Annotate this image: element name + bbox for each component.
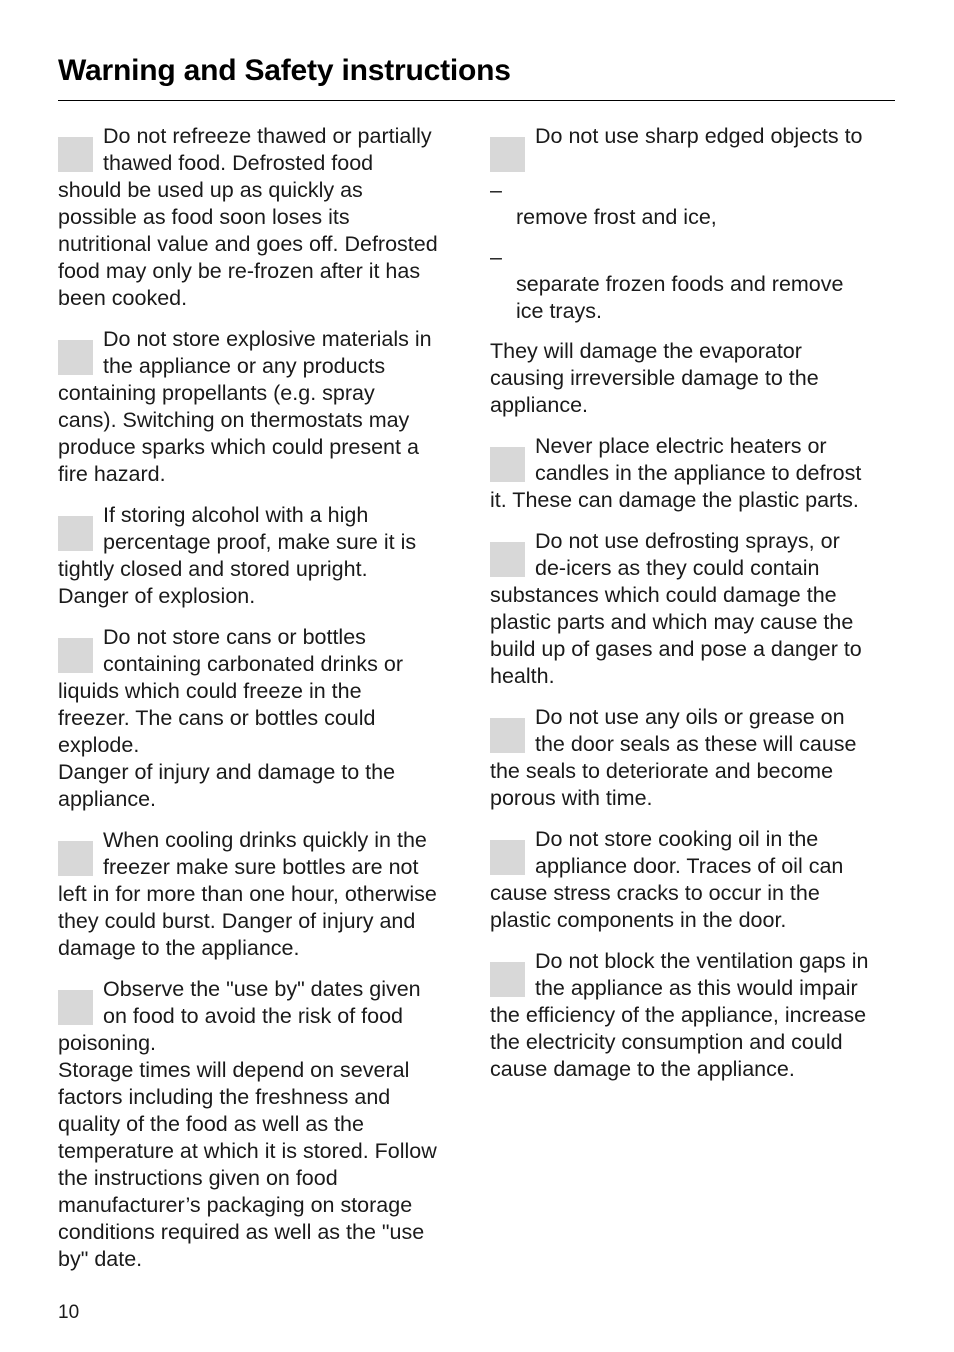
warning-box-icon <box>490 137 525 172</box>
right-column <box>490 123 900 1097</box>
warning-text: Do not use defrosting sprays, or de-icers as they could contain substances which could damage the plastic parts and which may cause the build up of gases and pose a danger to health. <box>490 529 862 688</box>
page-title: Warning and Safety instructions <box>58 54 511 87</box>
dash-item-text: remove frost and ice, <box>516 205 717 229</box>
warning-text: Do not store cooking oil in the appliance door. Traces of oil can cause stress cracks to occur in the plastic components in the door. <box>490 827 844 932</box>
dash-marker: – <box>490 178 502 202</box>
warning-text: If storing alcohol with a high percentage proof, make sure it is tightly closed and stored upright. Danger of explosion. <box>58 503 417 608</box>
warning-box-icon <box>490 447 525 482</box>
warning-item-cooking-oil <box>490 826 900 934</box>
page-number: 10 <box>58 1302 80 1323</box>
warning-box-icon <box>490 542 525 577</box>
warning-box-icon <box>58 516 93 551</box>
left-column <box>58 123 468 1287</box>
warning-item-use-by <box>58 976 468 1273</box>
warning-box-icon <box>490 962 525 997</box>
warning-box-icon <box>490 840 525 875</box>
warning-text: Do not store cans or bottles containing carbonated drinks or liquids which could freeze in the freezer. The cans or bottles could explode. <box>58 625 403 757</box>
warning-text: Do not use sharp edged objects to <box>535 124 863 148</box>
warning-text: Do not refreeze thawed or partially thawed food. Defrosted food should be used up as quickly as possible as food soon loses its nutritional value and goes off. Defrosted food may only be re-frozen after it has been cooked. <box>58 124 438 310</box>
warning-extra-text: Danger of injury and damage to the appliance. <box>58 760 396 811</box>
warning-text: When cooling drinks quickly in the freezer make sure bottles are not left in for more than one hour, otherwise they could burst. Danger of injury and damage to the appliance. <box>58 828 437 960</box>
warning-item-oils-grease <box>490 704 900 812</box>
warning-item-evaporator <box>490 338 900 419</box>
dash-marker: – <box>490 245 502 269</box>
warning-box-icon <box>58 137 93 172</box>
dash-list-item <box>490 244 900 325</box>
warning-text: They will damage the evaporator causing irreversible damage to the appliance. <box>490 339 819 417</box>
warning-extra-text: Storage times will depend on several factors including the freshness and quality of the food as well as the temperature at which it is stored. Follow the instructions given on food manufacturer’s packaging on storage conditions required as well as the "use by" date. <box>58 1058 437 1271</box>
warning-text: Do not store explosive materials in the appliance or any products containing propellants (e.g. spray cans). Switching on thermostats may produce sparks which could present a fire hazard. <box>58 327 432 486</box>
warning-box-icon <box>58 638 93 673</box>
warning-item-carbonated <box>58 624 468 813</box>
warning-item-heaters <box>490 433 900 514</box>
warning-box-icon <box>58 841 93 876</box>
title-divider <box>58 100 895 101</box>
warning-item-refreeze <box>58 123 468 312</box>
warning-item-explosive <box>58 326 468 488</box>
warning-text: Do not block the ventilation gaps in the appliance as this would impair the efficiency of the appliance, increase the electricity consumption and could cause damage to the appliance. <box>490 949 869 1081</box>
warning-text: Do not use any oils or grease on the door seals as these will cause the seals to deteriorate and become porous with time. <box>490 705 857 810</box>
dash-item-text: separate frozen foods and remove ice trays. <box>516 272 844 323</box>
warning-box-icon <box>58 990 93 1025</box>
warning-item-sharp-objects <box>490 123 900 164</box>
warning-item-alcohol <box>58 502 468 610</box>
warning-text: Never place electric heaters or candles in the appliance to defrost it. These can damage the plastic parts. <box>490 434 862 512</box>
dash-list-item <box>490 177 900 231</box>
warning-text: Observe the "use by" dates given on food to avoid the risk of food poisoning. <box>58 977 421 1055</box>
warning-item-ventilation <box>490 948 900 1083</box>
warning-item-cooling-drinks <box>58 827 468 962</box>
warning-box-icon <box>490 718 525 753</box>
warning-item-defrost-sprays <box>490 528 900 690</box>
warning-box-icon <box>58 340 93 375</box>
